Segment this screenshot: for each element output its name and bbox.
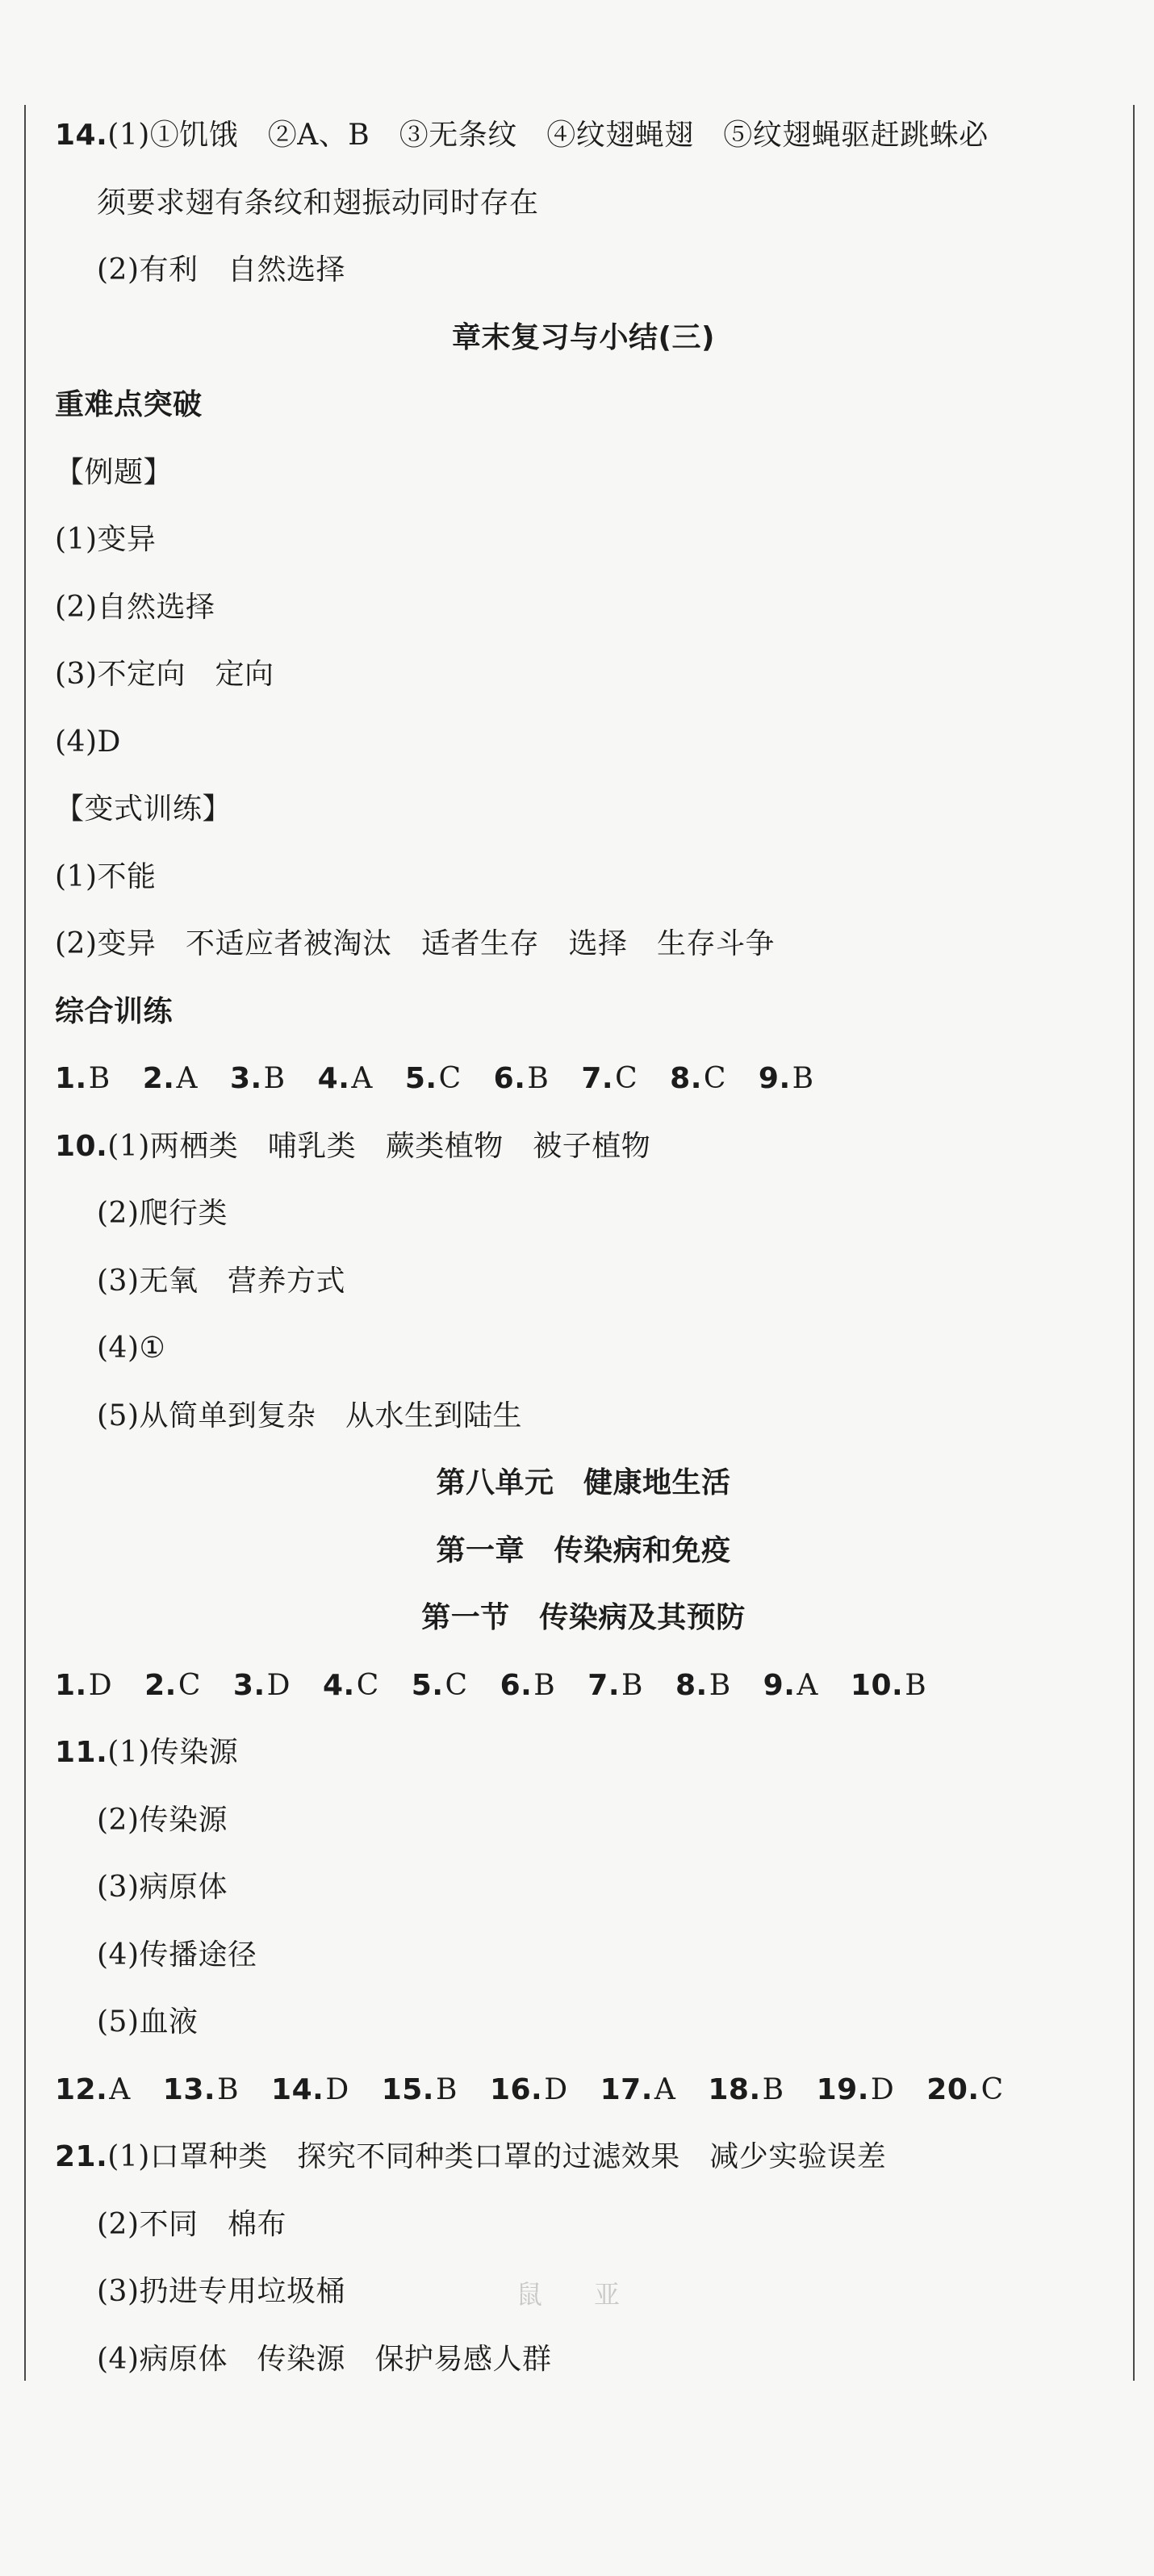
mc-item: 1.D [55,1668,113,1702]
answer-key-content [55,102,1112,2393]
chapter-title: 第一章 传染病和免疫 [436,1533,731,1567]
q21-part: (2)不同 棉布 [97,2207,286,2241]
mc-answer-row-3 [55,2056,1112,2124]
q14-part1-text: (1)①饥饿 ②A、B ③无条纹 ④纹翅蝇翅 ⑤纹翅蝇驱赶跳蛛必 [107,119,989,152]
q21-part: (4)病原体 传染源 保护易感人群 [97,2342,552,2376]
q11-part: (1)传染源 [107,1736,239,1769]
q14-part1-continued: 须要求翅有条纹和翅振动同时存在 [97,186,539,220]
example-answer: (1)变异 [55,523,157,556]
mc-item: 3.D [232,1668,291,1702]
q14-number: 14. [55,119,108,152]
mc-item: 9.B [758,1062,814,1095]
variant-heading: 【变式训练】 [55,792,232,826]
q11-part: (5)血液 [97,2005,199,2039]
mc-item: 8.B [675,1668,731,1702]
q10-part: (2)爬行类 [97,1197,228,1230]
left-margin-rule [24,105,26,2381]
mc-item: 8.C [670,1062,726,1095]
q14-line-2 [55,169,1112,237]
mc-item: 6.B [493,1062,550,1095]
comprehensive-heading: 综合训练 [55,994,174,1028]
q11-line-1 [55,1719,1112,1787]
q11-part: (2)传染源 [97,1803,228,1837]
variant-answer: (1)不能 [55,859,157,893]
q11-number: 11. [55,1736,108,1769]
q21-part: (3)扔进专用垃圾桶 [97,2275,345,2308]
mc-item: 4.C [323,1668,379,1702]
mc-answer-row-1 [55,1045,1112,1113]
q10-part: (4)① [97,1332,166,1365]
mc-item: 6.B [500,1668,556,1702]
key-points-heading: 重难点突破 [55,388,203,421]
mc-item: 17.A [600,2072,676,2106]
mc-item: 7.B [587,1668,643,1702]
mc-item: 18.B [708,2072,784,2106]
q10-part: (1)两栖类 哺乳类 蕨类植物 被子植物 [107,1129,651,1163]
mc-item: 4.A [317,1062,373,1095]
mc-item: 5.C [404,1062,462,1095]
q14-line-3 [55,236,1112,304]
q21-part: (1)口罩种类 探究不同种类口罩的过滤效果 减少实验误差 [107,2140,887,2173]
q10-part: (5)从简单到复杂 从水生到陆生 [97,1399,522,1432]
faint-show-through-text: 鼠 亚 [516,2279,633,2310]
example-answer: (2)自然选择 [55,590,215,624]
q21-number: 21. [55,2140,108,2173]
q11-part: (4)传播途径 [97,1938,257,1972]
mc-item: 15.B [381,2072,458,2106]
mc-item: 9.A [763,1668,818,1702]
mc-item: 5.C [411,1668,468,1702]
mc-item: 20.C [926,2072,1004,2106]
example-answer: (4)D [55,725,121,759]
mc-item: 13.B [162,2072,240,2106]
summary-title: 章末复习与小结(三) [452,320,715,354]
q11-part: (3)病原体 [97,1871,228,1904]
q14-part2-text: (2)有利 自然选择 [97,253,345,286]
mc-item: 3.B [229,1062,286,1095]
unit-title: 第八单元 健康地生活 [436,1466,731,1499]
example-heading: 【例题】 [55,455,174,489]
mc-item: 19.D [816,2072,895,2106]
right-margin-rule [1133,105,1135,2381]
q10-part: (3)无氧 营养方式 [97,1264,345,1298]
mc-item: 2.C [144,1668,201,1702]
variant-answer: (2)变异 不适应者被淘汰 适者生存 选择 生存斗争 [55,927,775,960]
mc-item: 12.A [55,2072,131,2106]
mc-item: 1.B [55,1062,111,1095]
mc-answer-row-2 [55,1652,1112,1720]
q21-line-1 [55,2123,1112,2191]
mc-item: 14.D [271,2072,349,2106]
q10-number: 10. [55,1129,108,1163]
q10-line-1 [55,1113,1112,1181]
example-answer: (3)不定向 定向 [55,658,274,691]
mc-item: 7.C [581,1062,638,1095]
mc-item: 2.A [142,1062,198,1095]
mc-item: 10.B [850,1668,927,1702]
section-title: 第一节 传染病及其预防 [421,1601,746,1634]
q14-line-1 [55,102,1112,169]
mc-item: 16.D [489,2072,568,2106]
